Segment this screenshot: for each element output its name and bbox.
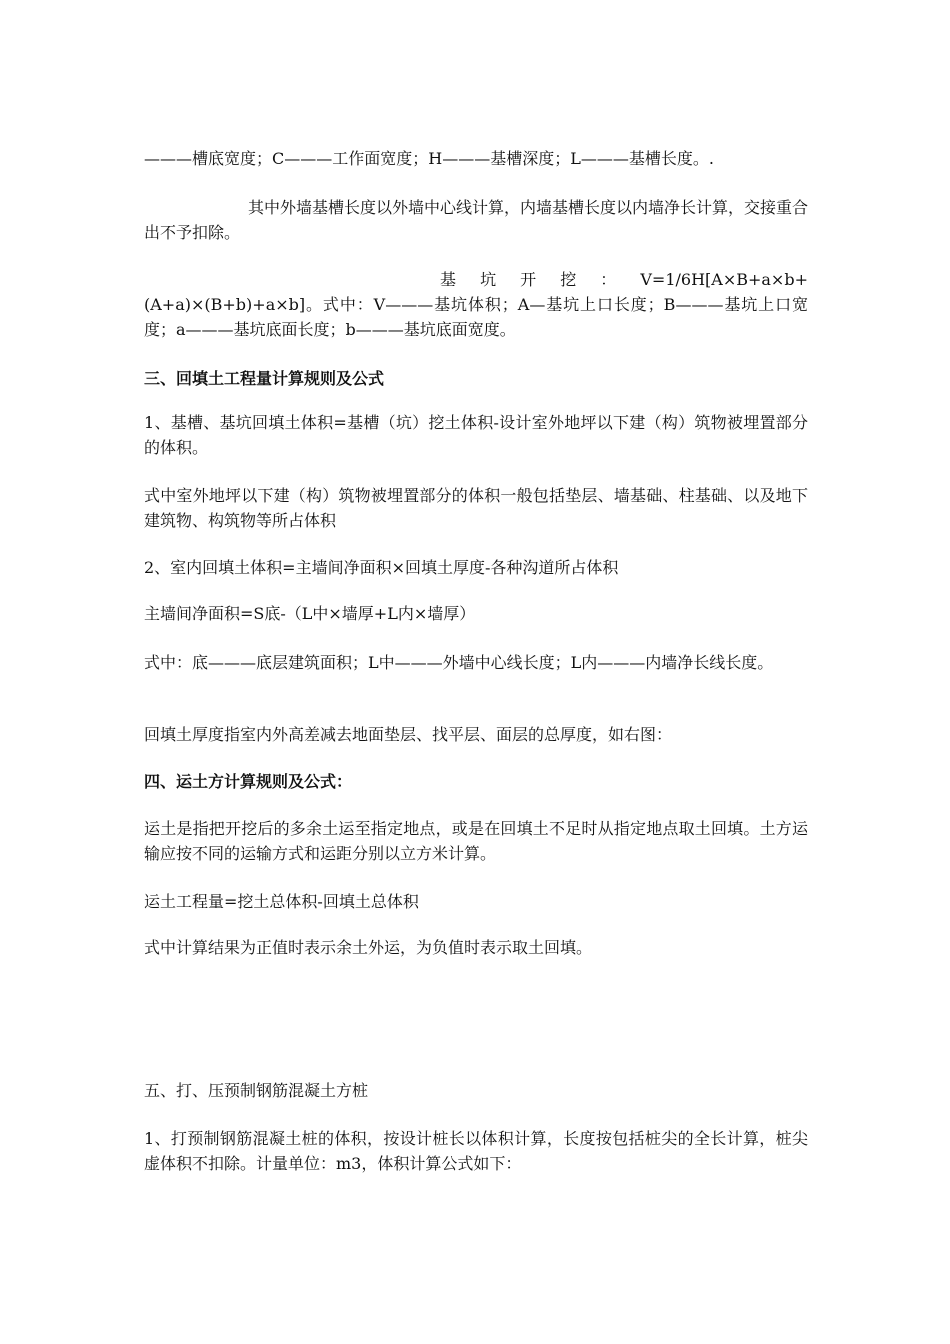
paragraph-groove-definitions: ———槽底宽度；C———工作面宽度；H———基槽深度；L———基槽长度。. — [144, 149, 714, 168]
paragraph-backfill-thickness: 回填土厚度指室内外高差减去地面垫层、找平层、面层的总厚度，如右图： — [144, 725, 673, 744]
heading-section-3: 三、回填土工程量计算规则及公式 — [144, 369, 385, 388]
paragraph-pit-formula: 基坑开挖：V=1/6H[A×B+a×b+(A+a)×(B+b)+a×b]。式中：V———基坑体积；A—基坑上口长度；B———基坑上口宽度；a———基坑底面长度；b———基坑底面宽度。 — [144, 270, 808, 339]
paragraph-groove-length-rule: 其中外墙基槽长度以外墙中心线计算，内墙基槽长度以内墙净长计算，交接重合出不予扣除。 — [144, 198, 809, 242]
paragraph-transport-formula: 运土工程量=挖土总体积-回填土总体积 — [144, 892, 419, 911]
paragraph-soil-transport: 运土是指把开挖后的多余土运至指定地点，或是在回填土不足时从指定地点取土回填。土方运输应按不同的运输方式和运距分别以立方米计算。 — [144, 819, 808, 863]
paragraph-backfill-buried: 式中室外地坪以下建（构）筑物被埋置部分的体积一般包括垫层、墙基础、柱基础、以及地下建筑物、构筑物等所占体积 — [144, 486, 808, 530]
paragraph-indoor-backfill: 2、室内回填土体积=主墙间净面积×回填土厚度-各种沟道所占体积 — [144, 558, 619, 577]
paragraph-area-definitions: 式中：底———底层建筑面积；L中———外墙中心线长度；L内———内墙净长线长度。 — [144, 653, 774, 672]
paragraph-backfill-groove: 1、基槽、基坑回填土体积=基槽（坑）挖土体积-设计室外地坪以下建（构）筑物被埋置部分的体积。 — [144, 413, 808, 457]
paragraph-net-area: 主墙间净面积=S底-（L中×墙厚+L内×墙厚） — [144, 604, 476, 623]
heading-section-5: 五、打、压预制钢筋混凝土方桩 — [144, 1081, 369, 1100]
paragraph-transport-result: 式中计算结果为正值时表示余土外运，为负值时表示取土回填。 — [144, 938, 593, 957]
paragraph-pile-volume: 1、打预制钢筋混凝土桩的体积，按设计桩长以体积计算，长度按包括桩尖的全长计算，桩尖虚体积不扣除。计量单位：m3，体积计算公式如下： — [144, 1129, 808, 1173]
heading-section-4: 四、运土方计算规则及公式： — [144, 772, 353, 791]
